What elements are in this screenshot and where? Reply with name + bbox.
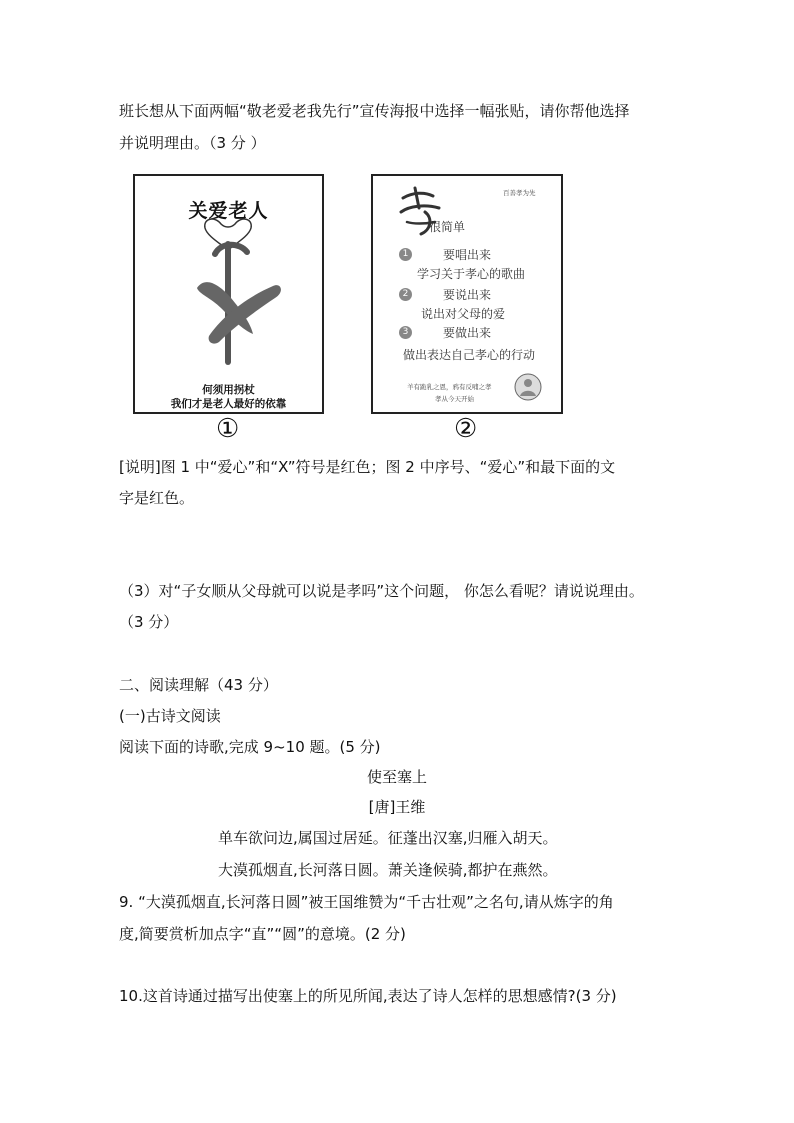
- q9-line-2: 度,简要赏析加点字“直”“圆”的意境。(2 分): [119, 925, 406, 943]
- intro-line-2: 并说明理由。（3 分 ）: [119, 134, 266, 152]
- poster-2-num-3: 3: [399, 326, 412, 339]
- poster-2-item-3-title: 要做出来: [443, 326, 492, 340]
- poster-1-caption-2: 我们才是老人最好的依靠: [170, 398, 287, 410]
- poster-2-corner-text: 百善孝为先: [503, 189, 536, 197]
- poster-2-item-1-title: 要唱出来: [443, 248, 492, 262]
- poem-line-2: 大漠孤烟直,长河落日圆。萧关逢候骑,都护在燕然。: [218, 861, 558, 879]
- poster-2-bottom-2: 孝从今天开始: [435, 395, 474, 403]
- poster-2: [371, 174, 563, 414]
- q9-line-1: 9. “大漠孤烟直,长河落日圆”被王国维赞为“千古壮观”之名句,请从炼字的角: [119, 893, 614, 911]
- poem-line-1: 单车欲问边,属国过居延。征蓬出汉塞,归雁入胡天。: [218, 829, 558, 847]
- section-2-subheading: (一)古诗文阅读: [119, 707, 221, 725]
- poster-1-caption-1: 何须用拐杖: [202, 384, 255, 396]
- elder-portrait-icon: [513, 372, 543, 402]
- poster-1-title: 关爱老人: [188, 200, 269, 222]
- poster-2-item-2-desc: 说出对父母的爱: [421, 307, 506, 321]
- poster-1-label: ①: [216, 414, 240, 444]
- note-line-1: [说明]图 1 中“爱心”和“X”符号是红色；图 2 中序号、“爱心”和最下面的文: [119, 458, 616, 476]
- poster-2-item-3-desc: 做出表达自己孝心的行动: [403, 348, 536, 362]
- poster-2-item-2-title: 要说出来: [443, 288, 492, 302]
- q10-line-1: 10.这首诗通过描写出使塞上的所见所闻,表达了诗人怎样的思想感情?(3 分): [119, 987, 617, 1005]
- intro-line-1: 班长想从下面两幅“敬老爱老我先行”宣传海报中选择一幅张贴，请你帮他选择: [119, 102, 630, 120]
- cane-x-symbol-icon: [135, 176, 322, 412]
- poster-2-label: ②: [454, 414, 478, 444]
- section-2-instruction: 阅读下面的诗歌,完成 9~10 题。(5 分): [119, 738, 381, 756]
- poster-2-bottom-1: 羊有跪乳之恩，鸦有反哺之孝: [407, 383, 492, 391]
- section-2-heading: 二、阅读理解（43 分）: [119, 676, 278, 694]
- poster-2-intro: 很简单: [429, 220, 466, 234]
- poster-1: [133, 174, 324, 414]
- q3-line-2: （3 分）: [119, 613, 179, 631]
- poster-2-num-2: 2: [399, 288, 412, 301]
- poem-author: [唐]王维: [368, 798, 426, 816]
- poster-2-num-1: 1: [399, 248, 412, 261]
- poem-title: 使至塞上: [366, 768, 427, 786]
- q3-line-1: （3）对“子女顺从父母就可以说是孝吗”这个问题， 你怎么看呢？请说说理由。: [119, 582, 644, 600]
- note-line-2: 字是红色。: [119, 489, 195, 507]
- poster-2-item-1-desc: 学习关于孝心的歌曲: [417, 267, 526, 281]
